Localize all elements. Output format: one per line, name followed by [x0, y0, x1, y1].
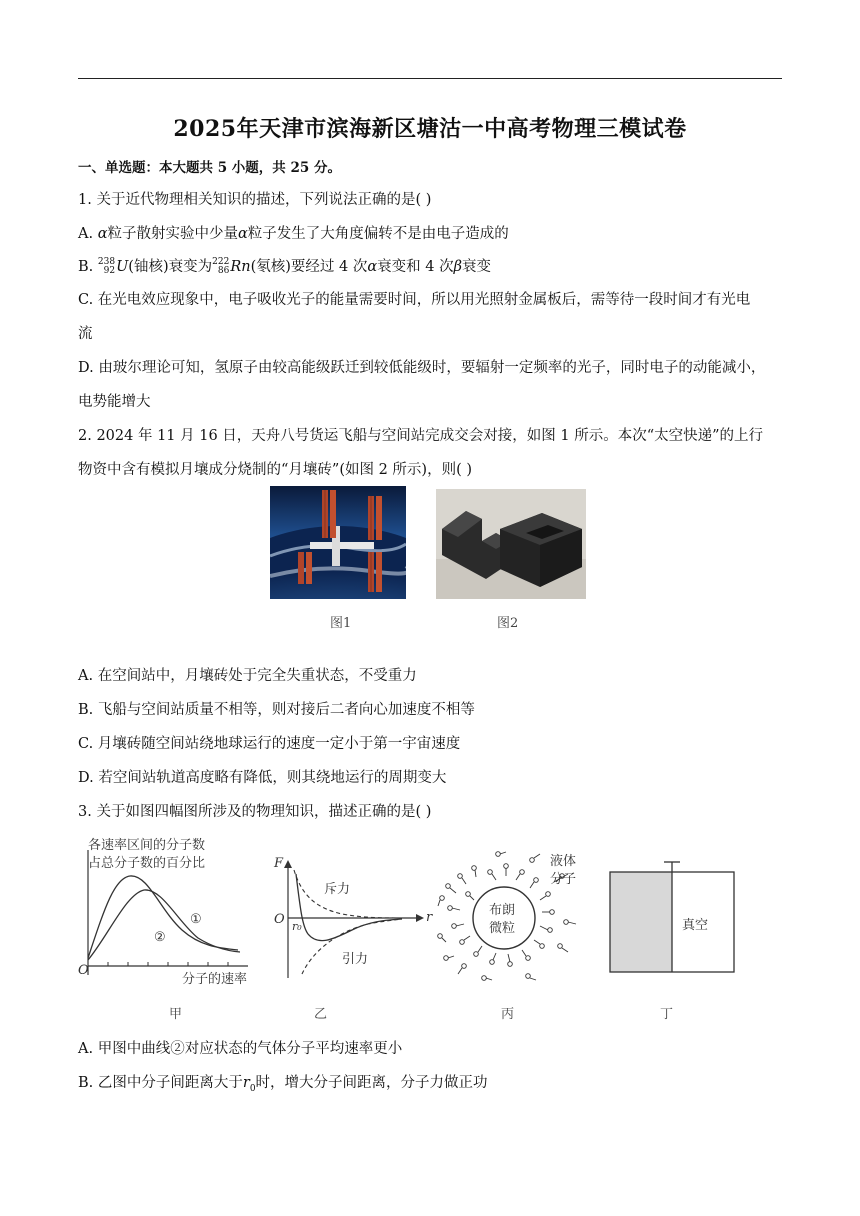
q3-option-a: A. 甲图中曲线②对应状态的气体分子平均速率更小 — [78, 1041, 403, 1057]
vacuum-container-graph — [606, 856, 740, 978]
moon-brick-image — [436, 489, 586, 599]
gas-region — [610, 872, 672, 972]
brownian-motion-diagram — [436, 846, 596, 986]
q2-stem-line2: 物资中含有模拟月壤成分烧制的“月壤砖”(如图 2 所示)，则( ) — [78, 462, 473, 478]
q1-b-rn-name: (氡核)要经过 4 次 — [250, 259, 368, 275]
jia-ylabel-line2: 占总分子数的百分比 — [88, 856, 206, 871]
section-heading: 一、单选题：本大题共 5 小题，共 25 分。 — [78, 160, 341, 176]
bing-liquid-label-line1: 液体 — [550, 854, 577, 869]
alpha-symbol: α — [367, 259, 378, 275]
figure2-caption: 图2 — [497, 616, 519, 631]
q2-option-b: B. 飞船与空间站质量不相等，则对接后二者向心加速度不相等 — [78, 702, 475, 718]
yi-attraction-label: 引力 — [342, 952, 369, 967]
q1-b-prefix: B. — [78, 259, 98, 275]
r-axis-arrow — [416, 914, 424, 922]
q3-b-pre: B. 乙图中分子间距离大于 — [78, 1075, 243, 1091]
curve-2 — [88, 890, 240, 960]
yi-r-label: r — [426, 910, 433, 925]
bing-liquid-label-line2: 分子 — [550, 872, 577, 887]
uranium-nuclide-numbers — [98, 258, 115, 276]
q1-option-a — [78, 224, 782, 244]
q1-a-end: 粒子发生了大角度偏转不是由电子造成的 — [247, 226, 509, 242]
r-subscript: 0 — [249, 1083, 256, 1094]
yi-caption: 乙 — [314, 1007, 328, 1022]
radon-nuclide-numbers — [212, 258, 229, 276]
jia-ylabel-line1: 各速率区间的分子数 — [88, 838, 206, 853]
jia-curve2-label: ② — [154, 930, 166, 945]
speed-distribution-diagram — [78, 830, 268, 990]
space-station-image — [270, 486, 406, 599]
q3-option-b — [78, 1073, 782, 1099]
jia-curve1-label: ① — [190, 912, 202, 927]
q1-b-end: 衰变 — [461, 259, 491, 275]
radon-symbol: Rn — [230, 259, 251, 275]
q1-option-d-line2: 电势能增大 — [78, 394, 151, 410]
q2-stem-line1: 2. 2024 年 11 月 16 日，天舟八号货运飞船与空间站完成交会对接，如图 1 所示。本次“太空快递”的上行 — [78, 428, 764, 444]
header-rule — [78, 78, 782, 79]
r-symbol: r — [242, 1075, 250, 1091]
q2-option-c: C. 月壤砖随空间站绕地球运行的速度一定小于第一宇宙速度 — [78, 736, 461, 752]
q1-option-c-line1: C. 在光电效应现象中，电子吸收光子的能量需要时间，所以用光照射金属板后，需等待一段时间才有光电 — [78, 292, 751, 308]
q1-stem: 1. 关于近代物理相关知识的描述，下列说法正确的是( ) — [78, 192, 432, 208]
radon-atomic-number: 86 — [217, 266, 230, 276]
bing-particle-label-line1: 布朗 — [489, 903, 516, 918]
yi-r0-label: r₀ — [292, 920, 302, 933]
ding-caption: 丁 — [660, 1007, 674, 1022]
yi-f-label: F — [274, 856, 284, 871]
bing-caption: 丙 — [501, 1007, 515, 1022]
q3-stem: 3. 关于如图四幅图所涉及的物理知识，描述正确的是( ) — [78, 804, 432, 820]
vacuum-container-diagram — [606, 856, 740, 978]
q2-option-a: A. 在空间站中，月壤砖处于完全失重状态，不受重力 — [78, 668, 417, 684]
figure1-caption: 图1 — [330, 616, 352, 631]
page-title: 2025年天津市滨海新区塘沽一中高考物理三模试卷 — [173, 116, 687, 142]
molecular-force-diagram — [272, 856, 438, 986]
q1-b-mid: 衰变和 4 次 — [377, 259, 454, 275]
yi-origin-label: O — [274, 912, 285, 927]
q1-option-d-line1: D. 由玻尔理论可知，氢原子由较高能级跃迁到较低能级时，要辐射一定频率的光子，同时电子的动能减小， — [78, 360, 766, 376]
ding-vacuum-label: 真空 — [682, 918, 709, 933]
uranium-atomic-number: 92 — [103, 266, 116, 276]
q1-a-mid: 粒子散射实验中少量 — [107, 226, 238, 242]
f-axis-arrow — [284, 860, 292, 868]
jia-xlabel: 分子的速率 — [182, 972, 248, 987]
jia-origin-label: O — [78, 963, 89, 978]
q1-option-c-line2: 流 — [78, 326, 93, 342]
q1-a-prefix: A. — [78, 226, 98, 242]
jia-caption: 甲 — [169, 1007, 183, 1022]
space-station-photo — [270, 486, 406, 599]
alpha-symbol: α — [238, 226, 248, 242]
alpha-symbol: α — [97, 226, 108, 242]
beta-symbol: β — [453, 259, 462, 275]
q2-option-d: D. 若空间站轨道高度略有降低，则其绕地运行的周期变大 — [78, 770, 447, 786]
moon-brick-photo — [436, 489, 586, 599]
uranium-symbol: U — [116, 259, 129, 275]
q1-option-b — [78, 257, 782, 277]
radon-mass-number: 222 — [212, 257, 230, 267]
q1-b-u-name: (铀核)衰变为 — [128, 259, 213, 275]
yi-repulsion-label: 斥力 — [324, 882, 351, 897]
curve-1 — [88, 876, 238, 958]
uranium-mass-number: 238 — [97, 257, 116, 267]
bing-particle-label-line2: 微粒 — [489, 921, 516, 936]
q3-b-post: 时，增大分子间距离，分子力做正功 — [255, 1075, 488, 1091]
